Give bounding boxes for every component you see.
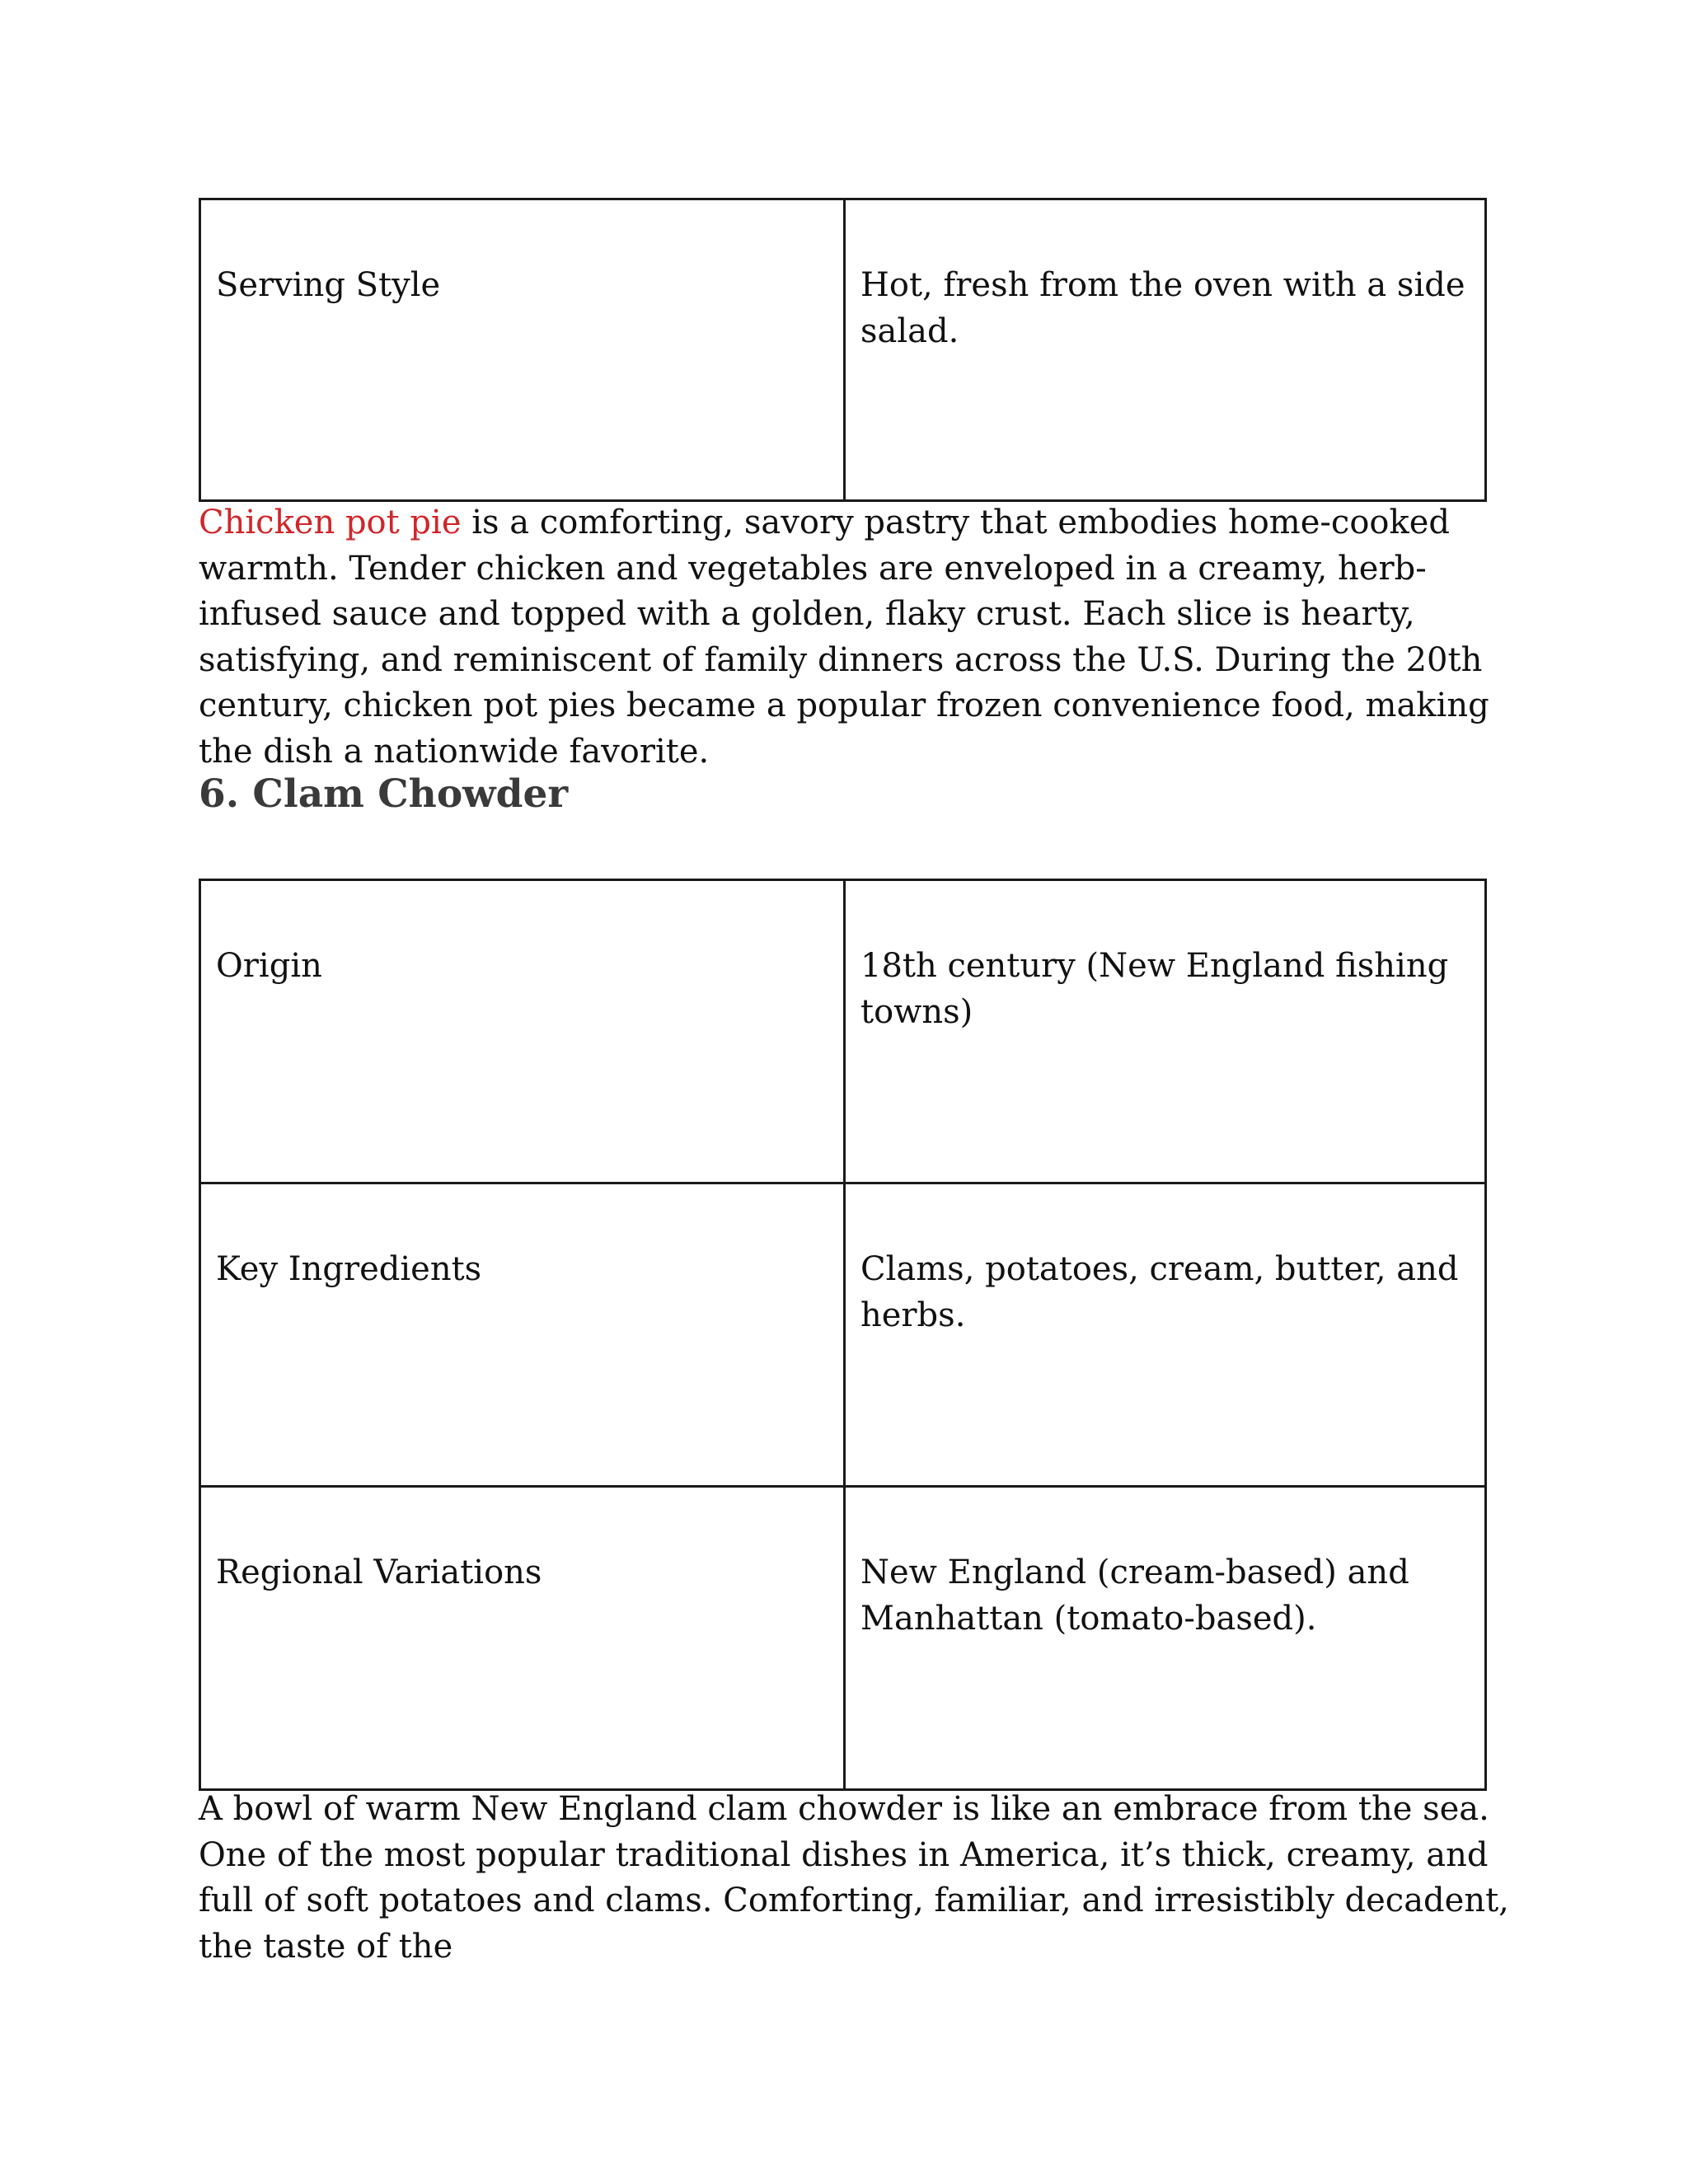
table-row xyxy=(200,880,1486,1183)
table-cell-value: 18th century (New England fishing towns) xyxy=(845,880,1486,1183)
section-heading-clam-chowder: 6. Clam Chowder xyxy=(199,771,569,817)
table-row xyxy=(200,199,1486,501)
table-row xyxy=(200,1487,1486,1790)
table-cell-value: Clams, potatoes, cream, butter, and herbs. xyxy=(845,1183,1486,1487)
table-cell-label: Origin xyxy=(200,880,845,1183)
table-cell-value: New England (cream-based) and Manhattan (tomato-based). xyxy=(845,1487,1486,1790)
clam-chowder-paragraph: A bowl of warm New England clam chowder is like an embrace from the sea. One of the most popular traditional dishes in America, it’s thick, creamy, and full of soft potatoes and clams. Comforting, familiar, and irresistibly decadent, the taste of the xyxy=(199,1790,1509,1966)
table-cell-label: Serving Style xyxy=(200,199,845,501)
clam-chowder-info-table xyxy=(199,879,1487,1791)
table-cell-value: Hot, fresh from the oven with a side salad. xyxy=(845,199,1486,501)
table-cell-label: Regional Variations xyxy=(200,1487,845,1790)
chicken-pot-pie-link[interactable]: Chicken pot pie xyxy=(199,504,462,541)
table-row xyxy=(200,1183,1486,1487)
table-cell-label: Key Ingredients xyxy=(200,1183,845,1487)
pot-pie-paragraph xyxy=(199,500,1509,775)
pot-pie-info-table xyxy=(199,198,1487,502)
paragraph-text: is a comforting, savory pastry that embodies home-cooked warmth. Tender chicken and vegetables are enveloped in a creamy, herb-infused sauce and topped with a golden, flaky crust. Each slice is hearty, satisfying, and reminiscent of family dinners across the U.S. During the 20th century, chicken pot pies became a popular frozen convenience food, making the dish a nationwide favorite. xyxy=(199,504,1489,771)
